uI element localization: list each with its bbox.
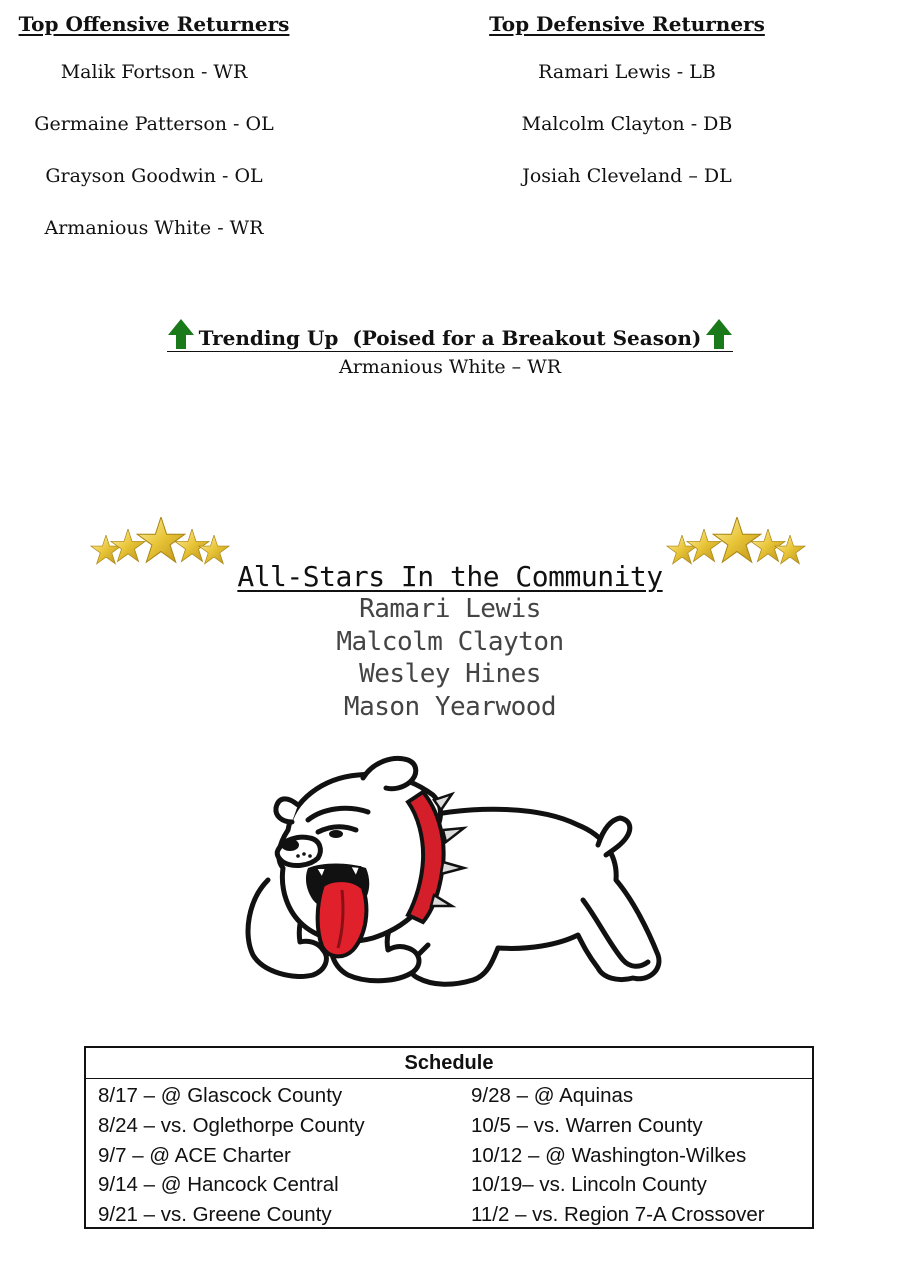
schedule-game: 9/7 – @ ACE Charter bbox=[98, 1143, 291, 1167]
offensive-player: Armanious White - WR bbox=[44, 217, 264, 239]
schedule-game: 11/2 – vs. Region 7-A Crossover bbox=[471, 1203, 765, 1227]
up-arrow-icon bbox=[167, 318, 195, 350]
schedule-game: 9/28 – @ Aquinas bbox=[471, 1084, 634, 1107]
trending-up-heading: Trending Up (Poised for a Breakout Season) bbox=[198, 326, 702, 350]
bulldog-mascot-icon bbox=[238, 750, 668, 997]
schedule-game: 9/21 – vs. Greene County bbox=[98, 1203, 332, 1227]
all-star-name: Mason Yearwood bbox=[343, 691, 557, 722]
offensive-player: Malik Fortson - WR bbox=[60, 61, 248, 83]
offensive-player: Germaine Patterson - OL bbox=[34, 113, 274, 135]
schedule-game: 10/19– vs. Lincoln County bbox=[471, 1173, 707, 1197]
schedule-title: Schedule bbox=[86, 1048, 812, 1079]
defensive-returners bbox=[477, 12, 777, 216]
all-star-name: Wesley Hines bbox=[359, 659, 541, 689]
schedule-column-right bbox=[471, 1081, 765, 1230]
all-stars-title: All-Stars In the Community bbox=[237, 560, 663, 593]
defensive-player: Ramari Lewis - LB bbox=[538, 61, 716, 83]
schedule-game: 10/5 – vs. Warren County bbox=[471, 1113, 703, 1137]
trending-up-heading-row bbox=[167, 318, 734, 352]
trending-up-player: Armanious White – WR bbox=[338, 356, 562, 378]
offensive-returners bbox=[4, 12, 304, 268]
trending-up-section bbox=[0, 318, 900, 378]
all-stars-section bbox=[0, 560, 900, 723]
schedule-game: 8/24 – vs. Oglethorpe County bbox=[98, 1113, 365, 1137]
offensive-returners-heading: Top Offensive Returners bbox=[18, 12, 290, 36]
defensive-player: Malcolm Clayton - DB bbox=[521, 113, 733, 135]
up-arrow-icon bbox=[705, 318, 733, 350]
schedule-game: 8/17 – @ Glascock County bbox=[98, 1084, 343, 1107]
schedule-game: 10/12 – @ Washington-Wilkes bbox=[471, 1143, 747, 1167]
schedule-table bbox=[84, 1046, 814, 1229]
schedule-column-left bbox=[98, 1081, 365, 1230]
defensive-returners-heading: Top Defensive Returners bbox=[489, 12, 765, 36]
all-star-name: Malcolm Clayton bbox=[336, 626, 564, 657]
defensive-player: Josiah Cleveland – DL bbox=[522, 165, 732, 187]
all-star-name: Ramari Lewis bbox=[359, 594, 541, 624]
schedule-game: 9/14 – @ Hancock Central bbox=[98, 1173, 339, 1197]
offensive-player: Grayson Goodwin - OL bbox=[45, 165, 263, 187]
